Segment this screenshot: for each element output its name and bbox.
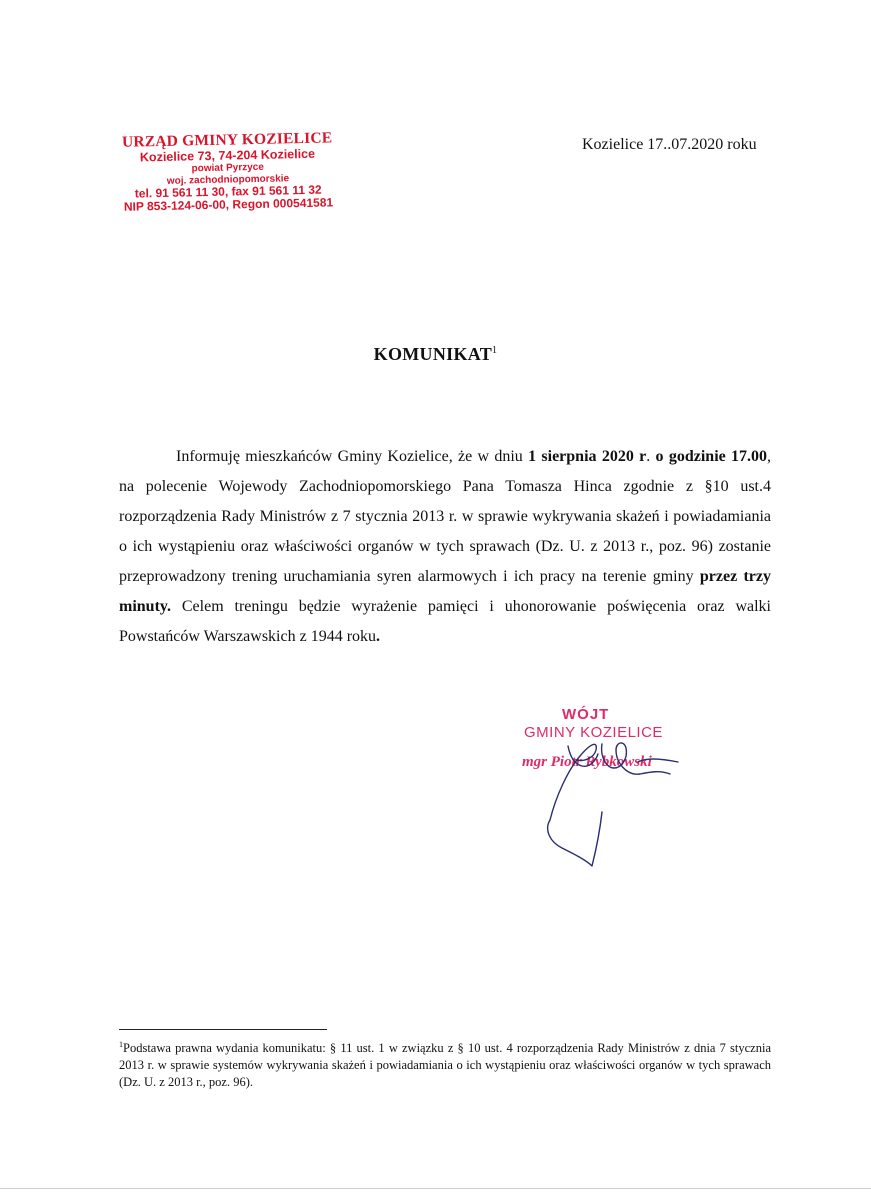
- document-title: [0, 344, 871, 365]
- signature-stamp: [510, 700, 710, 870]
- signature-stamp-title: WÓJT: [562, 706, 610, 723]
- footnote-mark: 1: [119, 1040, 123, 1049]
- stamp-nip-regon: NIP 853-124-06-00, Regon 000541581: [123, 195, 334, 214]
- handwritten-signature-icon: [510, 700, 710, 870]
- document-date: Kozielice 17..07.2020 roku: [582, 136, 757, 153]
- body-bold-period: .: [376, 628, 381, 645]
- stamp-voivodeship: woj. zachodniopomorskie: [166, 172, 290, 187]
- title-text: KOMUNIKAT: [373, 344, 493, 364]
- announcement-body: [119, 442, 771, 652]
- body-part-1: Informuję mieszkańców Gminy Kozielice, że w dniu: [176, 448, 529, 465]
- body-part-2: .: [646, 448, 656, 465]
- footnote: [119, 1036, 771, 1091]
- stamp-office-name: URZĄD GMINY KOZIELICE: [121, 129, 333, 151]
- footnote-separator: [119, 1029, 327, 1030]
- title-footnote-mark: 1: [492, 345, 498, 356]
- body-bold-duration: przez trzy minuty.: [119, 568, 771, 615]
- body-part-4: Celem treningu będzie wyrażenie pamięci i uhonorowanie poświęcenia oraz walki Powstańców Warszawskich z 1944 roku: [119, 598, 771, 645]
- signature-stamp-office: GMINY KOZIELICE: [524, 724, 663, 741]
- body-bold-date: 1 sierpnia 2020 r: [528, 448, 647, 465]
- stamp-phone-fax: tel. 91 561 11 30, fax 91 561 11 32: [134, 182, 322, 201]
- page-bottom-edge: [0, 1188, 871, 1189]
- signature-stamp-name: mgr Piotr Rybkowski: [522, 754, 652, 770]
- footnote-text: Podstawa prawna wydania komunikatu: § 11 ust. 1 w związku z § 10 ust. 4 rozporządzenia Rady Ministrów z dnia 7 stycznia 2013 r. w sprawie systemów wykrywania skażeń i powiadamiania o ich wystąpieniu oraz właściwości organów w tych sprawach (Dz. U. z 2013 r., poz. 96).: [119, 1041, 771, 1090]
- office-header-stamp: [112, 129, 344, 214]
- stamp-county: powiat Pyrzyce: [191, 162, 264, 175]
- stamp-address: Kozielice 73, 74-204 Kozielice: [139, 147, 316, 165]
- body-part-3: , na polecenie Wojewody Zachodniopomorskiego Pana Tomasza Hinca zgodnie z §10 ust.4 rozporządzenia Rady Ministrów z 7 stycznia 2013 r. w sprawie wykrywania skażeń i powiadamiania o ich wystąpieniu oraz właściwości organów w tych sprawach (Dz. U. z 2013 r., poz. 96) zostanie przeprowadzony trening uruchamiania syren alarmowych i ich pracy na terenie gminy: [119, 448, 772, 585]
- body-bold-time: o godzinie 17.00: [655, 448, 768, 465]
